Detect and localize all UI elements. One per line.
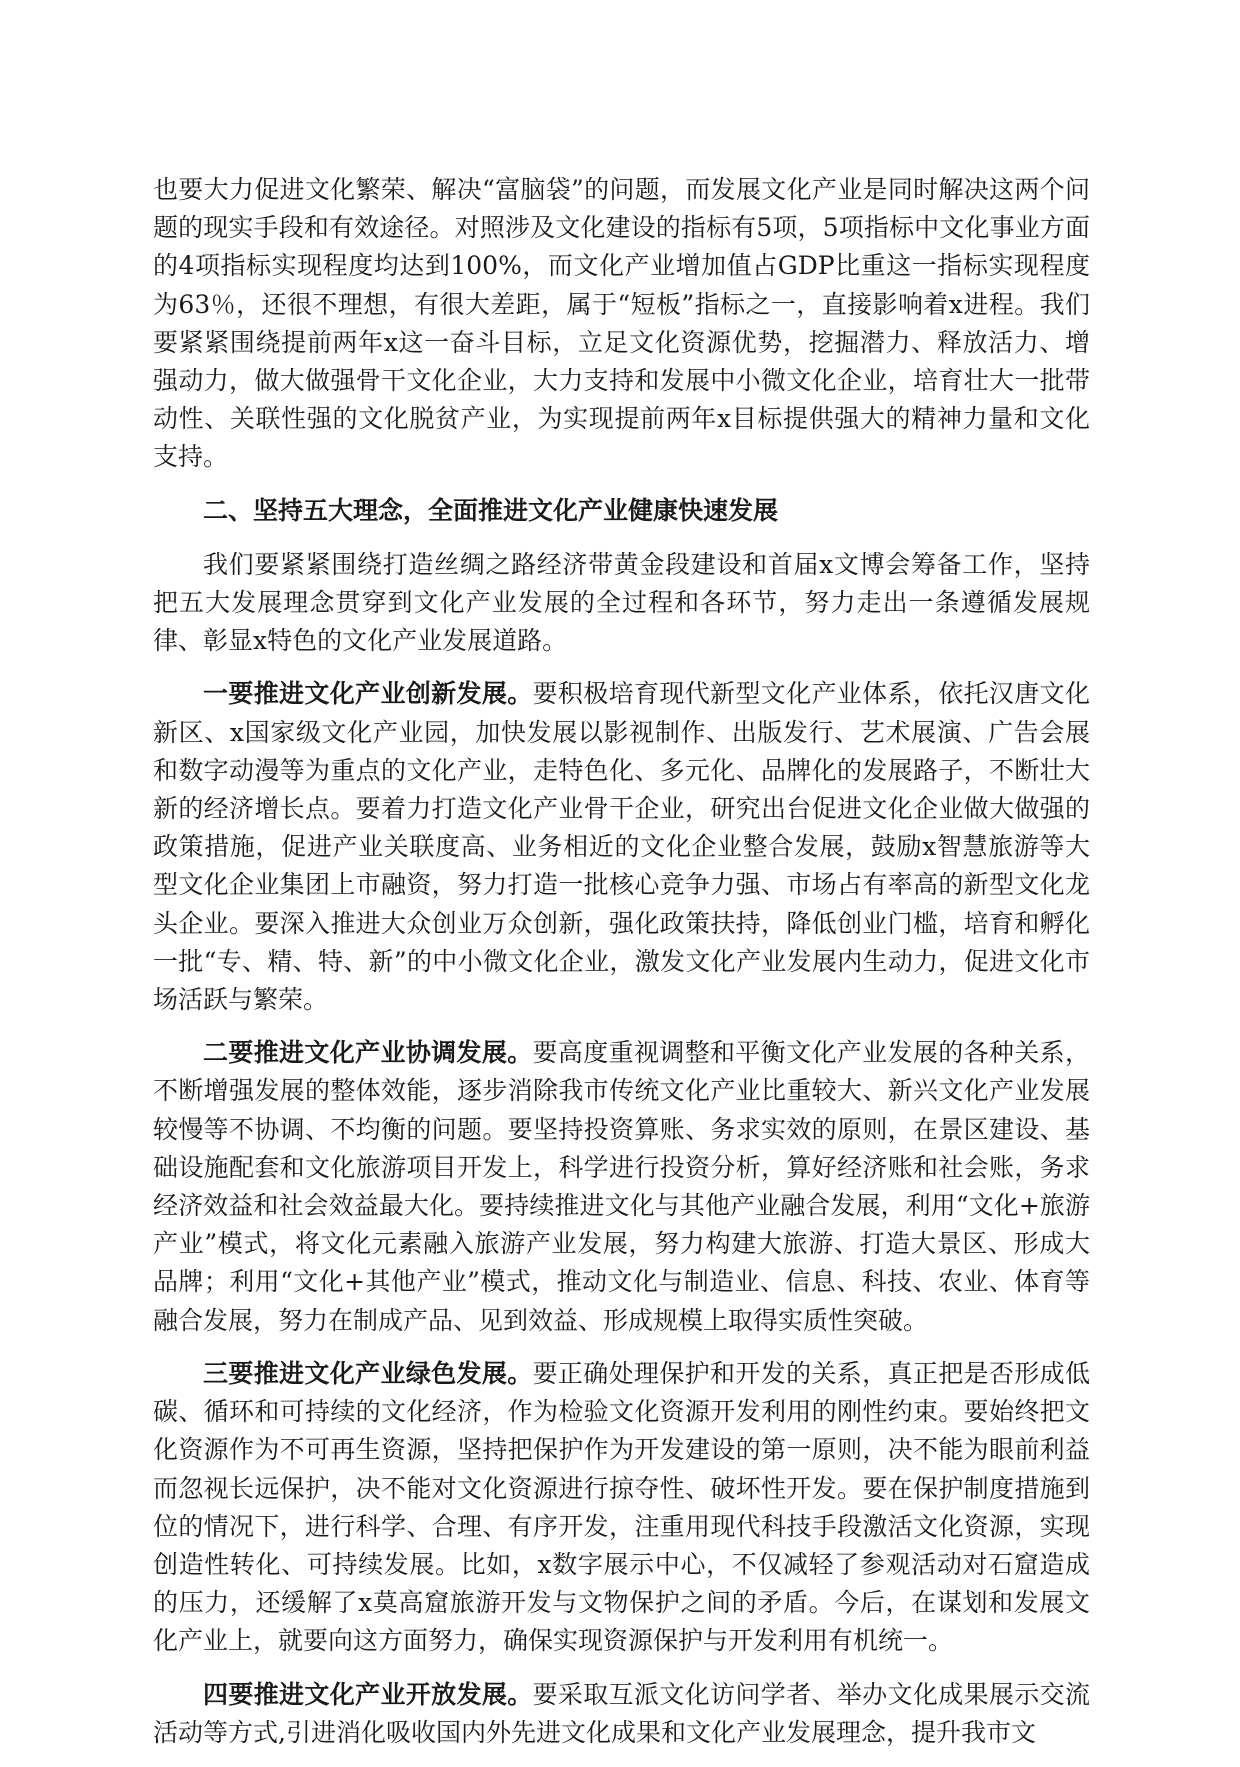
section-intro-paragraph: 我们要紧紧围绕打造丝绸之路经济带黄金段建设和首届x文博会筹备工作，坚持把五大发展理念贯穿到文化产业发展的全过程和各环节，努力走出一条遵循发展规律、彰显x特色的文化产业发展道路。 bbox=[153, 549, 1090, 656]
point-paragraph-innovation bbox=[153, 675, 1090, 1019]
point-body-coordination: 要高度重视调整和平衡文化产业发展的各种关系，不断增强发展的整体效能，逐步消除我市传统文化产业比重较大、新兴文化产业发展较慢等不协调、不均衡的问题。要坚持投资算账、务求实效的原则，在景区建设、基础设施配套和文化旅游项目开发上，科学进行投资分析，算好经济账和社会账，务求经济效益和社会效益最大化。要持续推进文化与其他产业融合发展，利用“文化+旅游产业”模式，将文化元素融入旅游产业发展，努力构建大旅游、打造大景区、形成大品牌；利用“文化+其他产业”模式，推动文化与制造业、信息、科技、农业、体育等融合发展，努力在制成产品、见到效益、形成规模上取得实质性突破。 bbox=[153, 1038, 1090, 1335]
point-lead-coordination: 二要推进文化产业协调发展。 bbox=[203, 1038, 533, 1068]
point-paragraph-openness bbox=[153, 1676, 1090, 1752]
intro-paragraph: 也要大力促进文化繁荣、解决“富脑袋”的问题，而发展文化产业是同时解决这两个问题的现实手段和有效途径。对照涉及文化建设的指标有5项，5项指标中文化事业方面的4项指标实现程度均达到100%，而文化产业增加值占GDP比重这一指标实现程度为63％，还很不理想，有很大差距，属于“短板”指标之一，直接影响着x进程。我们要紧紧围绕提前两年x这一奋斗目标，立足文化资源优势，挖掘潜力、释放活力、增强动力，做大做强骨干文化企业，大力支持和发展中小微文化企业，培育壮大一批带动性、关联性强的文化脱贫产业，为实现提前两年x目标提供强大的精神力量和文化支持。 bbox=[153, 175, 1090, 472]
point-body-innovation: 要积极培育现代新型文化产业体系，依托汉唐文化新区、x国家级文化产业园，加快发展以影视制作、出版发行、艺术展演、广告会展和数字动漫等为重点的文化产业，走特色化、多元化、品牌化的发展路子，不断壮大新的经济增长点。要着力打造文化产业骨干企业，研究出台促进文化企业做大做强的政策措施，促进产业关联度高、业务相近的文化企业整合发展，鼓励x智慧旅游等大型文化企业集团上市融资，努力打造一批核心竞争力强、市场占有率高的新型文化龙头企业。要深入推进大众创业万众创新，强化政策扶持，降低创业门槛，培育和孵化一批“专、精、特、新”的中小微文化企业，激发文化产业发展内生动力，促进文化市场活跃与繁荣。 bbox=[153, 679, 1090, 1015]
point-lead-innovation: 一要推进文化产业创新发展。 bbox=[203, 679, 533, 709]
point-lead-green: 三要推进文化产业绿色发展。 bbox=[203, 1358, 533, 1388]
point-body-openness: 要采取互派文化访问学者、举办文化成果展示交流活动等方式,引进消化吸收国内外先进文化成果和文化产业发展理念，提升我市文 bbox=[153, 1679, 1090, 1747]
section-heading: 二、坚持五大理念，全面推进文化产业健康快速发展 bbox=[203, 495, 779, 525]
document-page bbox=[153, 171, 1090, 1767]
point-paragraph-coordination bbox=[153, 1034, 1090, 1340]
point-body-green: 要正确处理保护和开发的关系，真正把是否形成低碳、循环和可持续的文化经济，作为检验文化资源开发利用的刚性约束。要始终把文化资源作为不可再生资源，坚持把保护作为开发建设的第一原则，决不能为眼前利益而忽视长远保护，决不能对文化资源进行掠夺性、破坏性开发。要在保护制度措施到位的情况下，进行科学、合理、有序开发，注重用现代科技手段激活文化资源，实现创造性转化、可持续发展。比如，x数字展示中心，不仅减轻了参观活动对石窟造成的压力，还缓解了x莫高窟旅游开发与文物保护之间的矛盾。今后，在谋划和发展文化产业上，就要向这方面努力，确保实现资源保护与开发利用有机统一。 bbox=[153, 1358, 1090, 1656]
point-paragraph-green bbox=[153, 1355, 1090, 1661]
point-lead-openness: 四要推进文化产业开放发展。 bbox=[203, 1679, 533, 1709]
